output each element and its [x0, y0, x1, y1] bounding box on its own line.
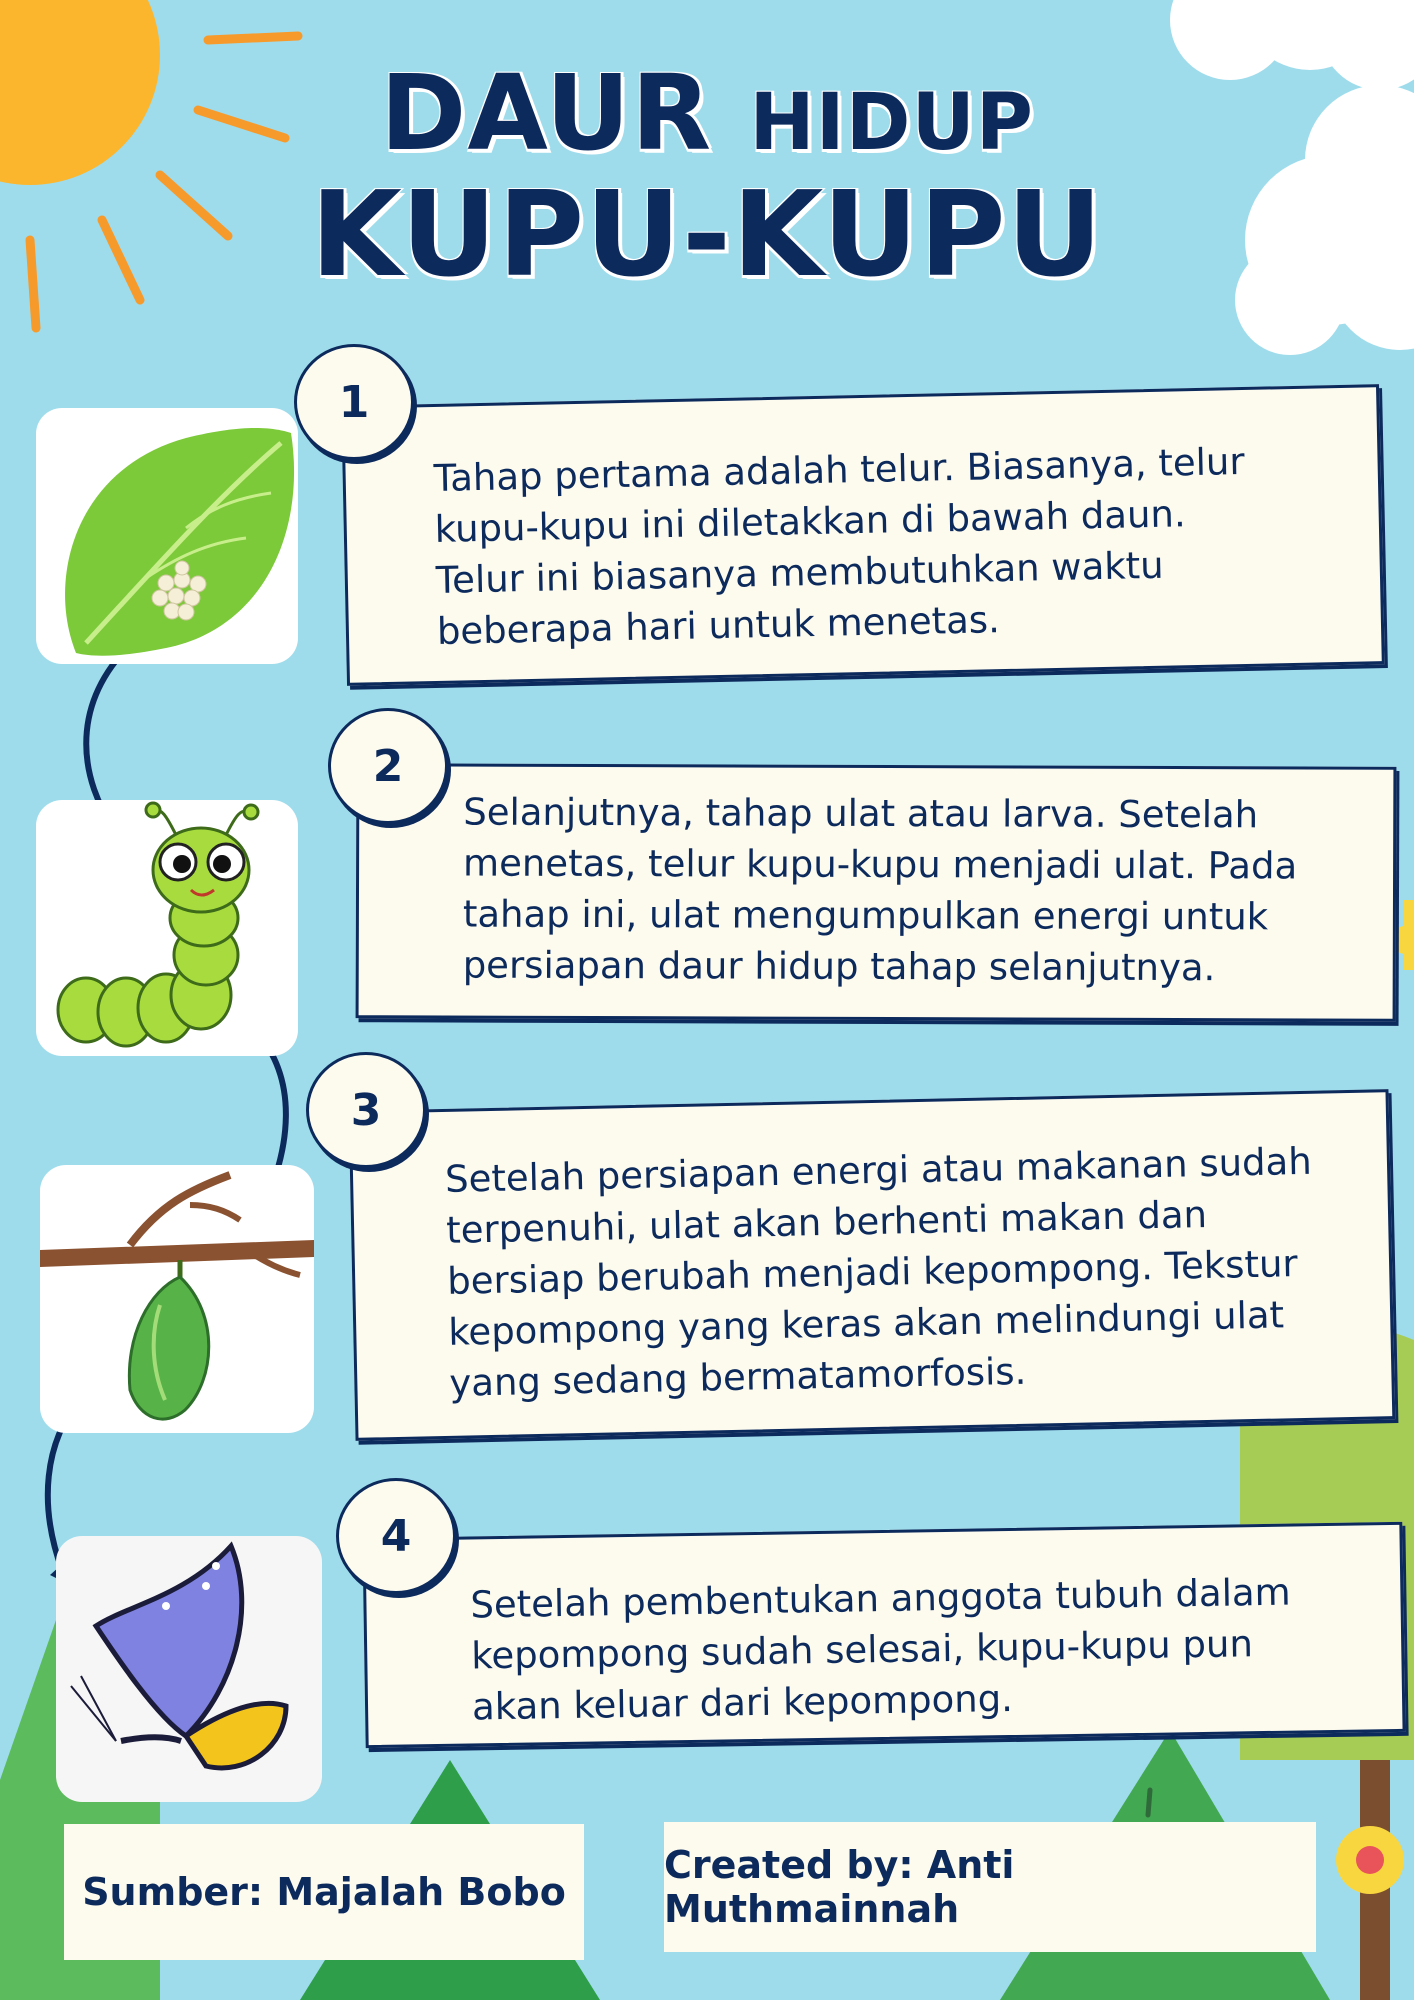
leaf-eggs-icon [36, 408, 298, 664]
step-1-line-2: kupu-kupu ini diletakkan di bawah daun. [434, 492, 1187, 551]
step-1-card [341, 384, 1385, 686]
step-1-line-3: Telur ini biasanya membutuhkan waktu [435, 543, 1165, 602]
title-line-2: KUPU-KUPU [310, 165, 1104, 303]
step-3-line-5: yang sedang bermatamorfosis. [448, 1349, 1027, 1405]
step-3-line-3: bersiap berubah menjadi kepompong. Tekstur [446, 1242, 1299, 1303]
title-hidup: HIDUP [749, 78, 1034, 168]
butterfly-icon [56, 1536, 322, 1802]
step-1-number: 1 [294, 344, 414, 460]
step-4-line-2: kepompong sudah selesai, kupu-kupu pun [470, 1622, 1254, 1678]
title-line-1 [0, 52, 1414, 174]
step-3-line-2: terpenuhi, ulat akan berhenti makan dan [445, 1192, 1208, 1252]
step-3-card [349, 1089, 1396, 1441]
author-credit: Created by: Anti Muthmainnah [664, 1822, 1316, 1952]
step-2-card [356, 763, 1397, 1022]
step-1-line-1: Tahap pertama adalah telur. Biasanya, telur [433, 439, 1246, 500]
step-3-line-1: Setelah persiapan energi atau makanan sudah [444, 1139, 1313, 1201]
step-4-card [362, 1522, 1405, 1748]
step-2-line-3: tahap ini, ulat mengumpulkan energi untuk [462, 892, 1269, 939]
step-4-line-1: Setelah pembentukan anggota tubuh dalam [470, 1570, 1291, 1627]
cocoon-icon [40, 1165, 314, 1433]
step-1-line-4: beberapa hari untuk menetas. [436, 598, 1001, 653]
step-2-line-4: persiapan daur hidup tahap selanjutnya. [462, 943, 1216, 990]
step-4-number: 4 [336, 1478, 456, 1594]
step-2-line-2: menetas, telur kupu-kupu menjadi ulat. Pada [463, 841, 1298, 888]
caterpillar-icon [36, 800, 298, 1056]
title-daur: DAUR [380, 52, 713, 174]
step-2-number: 2 [328, 708, 448, 824]
step-3-line-4: kepompong yang keras akan melindungi ulat [447, 1293, 1285, 1354]
source-credit: Sumber: Majalah Bobo [64, 1824, 584, 1960]
step-3-number: 3 [306, 1052, 426, 1168]
step-4-line-3: akan keluar dari kepompong. [471, 1676, 1014, 1729]
step-2-line-1: Selanjutnya, tahap ulat atau larva. Setelah [463, 790, 1259, 837]
